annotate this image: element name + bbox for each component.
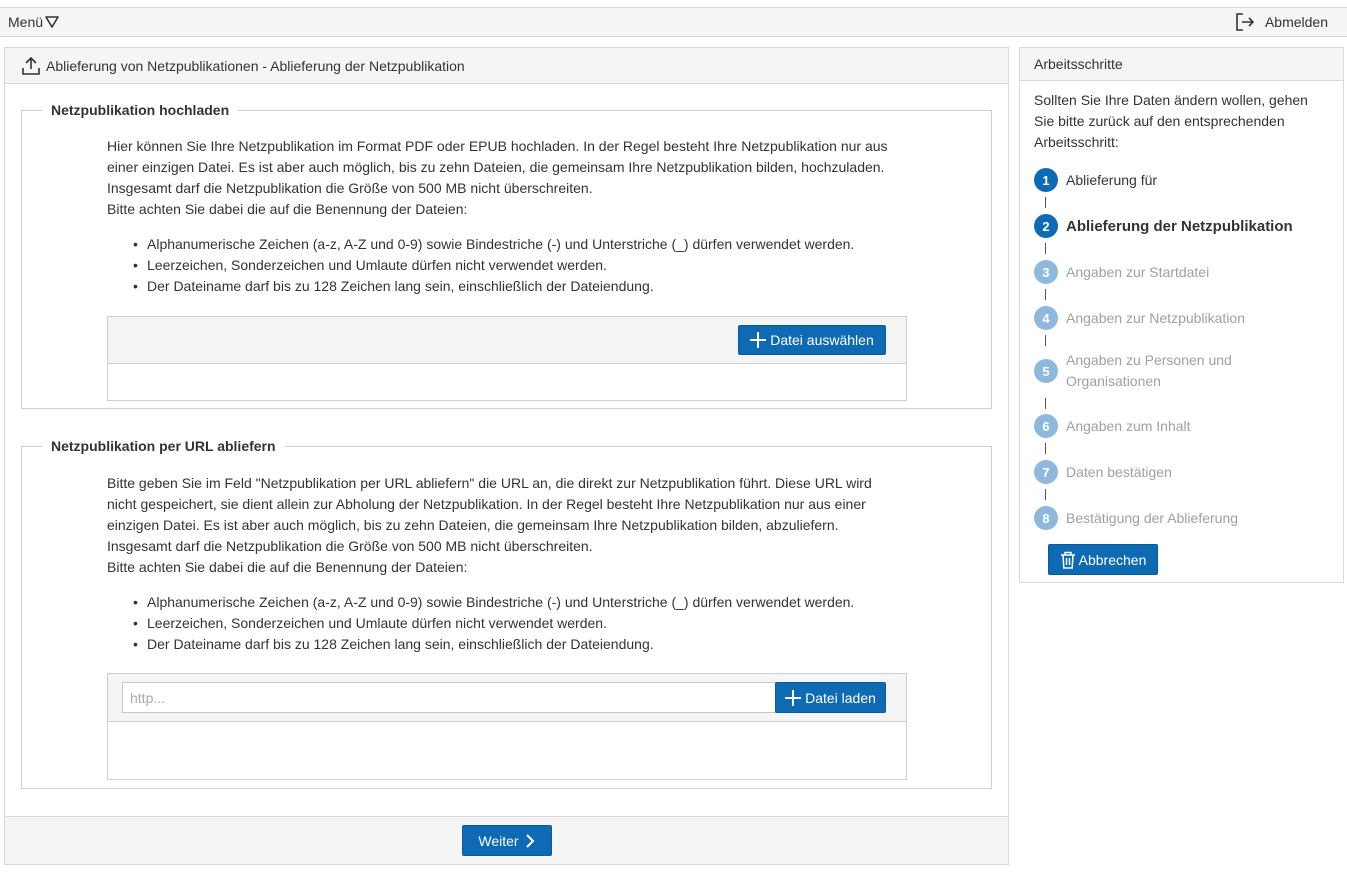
- step-connector: [1045, 243, 1046, 254]
- url-upload-toolbar: [108, 674, 906, 722]
- step-label: Bestätigung der Ablieferung: [1066, 509, 1239, 526]
- list-item: • Der Dateiname darf bis zu 128 Zeichen lang sein, einschließlich der Dateiendung.: [128, 634, 854, 655]
- workflow-sidebar: [1019, 47, 1344, 583]
- url-section: [21, 438, 992, 789]
- text-line: Insgesamt darf die Netzpublikation die Größe von 500 MB nicht überschreiten.: [107, 538, 593, 554]
- next-label: Weiter: [478, 832, 519, 849]
- step-connector: [1045, 289, 1046, 300]
- text-line: Sie bitte zurück auf den entsprechenden: [1034, 113, 1285, 129]
- upload-rules-list: [128, 234, 854, 297]
- menu-button[interactable]: [8, 14, 59, 30]
- plus-icon: [785, 690, 801, 706]
- step-number: 5: [1034, 359, 1058, 383]
- sidebar-title: Arbeitsschritte: [1020, 48, 1343, 81]
- cancel-button[interactable]: [1048, 544, 1158, 575]
- plus-icon: [750, 332, 766, 348]
- text-line: Hier können Sie Ihre Netzpublikation im Format PDF oder EPUB hochladen. In der Regel besteht Ihre Netzpublikation nur aus: [107, 138, 888, 154]
- url-upload-box: [107, 673, 907, 780]
- step-number: 1: [1034, 168, 1058, 192]
- url-input[interactable]: [122, 682, 776, 713]
- step-label: Angaben zur Startdatei: [1066, 263, 1210, 280]
- caret-down-icon: [45, 15, 59, 29]
- step-label: [1066, 350, 1232, 392]
- step-connector: [1045, 489, 1046, 500]
- file-upload-toolbar: [108, 317, 906, 364]
- step-number: 8: [1034, 506, 1058, 530]
- page-title: Ablieferung von Netzpublikationen - Ablieferung der Netzpublikation: [46, 57, 465, 74]
- text-line: Insgesamt darf die Netzpublikation die Größe von 500 MB nicht überschreiten.: [107, 180, 593, 196]
- list-item: • Alphanumerische Zeichen (a-z, A-Z und 0-9) sowie Bindestriche (-) und Unterstriche (_) dürfen verwendet werden.: [128, 592, 854, 613]
- step-label: Angaben zum Inhalt: [1066, 417, 1191, 434]
- step-6: [1034, 414, 1191, 438]
- step-number: 3: [1034, 260, 1058, 284]
- upload-description: [107, 136, 907, 220]
- next-button[interactable]: [462, 825, 552, 856]
- trash-icon: [1060, 551, 1076, 569]
- upload-icon: [21, 56, 41, 76]
- step-number: 4: [1034, 306, 1058, 330]
- step-connector: [1045, 398, 1046, 409]
- step-label: Daten bestätigen: [1066, 463, 1172, 480]
- sidebar-intro: [1034, 90, 1334, 153]
- text-line: nicht gespeichert, sie dient allein zur Abholung der Netzpublikation. In der Regel besteht Ihre Netzpublikation nur aus einer: [107, 496, 866, 512]
- step-connector: [1045, 335, 1046, 346]
- text-line: Bitte achten Sie dabei die auf die Benennung der Dateien:: [107, 559, 468, 575]
- file-list-area: [108, 364, 906, 400]
- step-label-line: Organisationen: [1066, 373, 1161, 389]
- url-file-list-area: [108, 722, 906, 779]
- logout-icon: [1235, 12, 1255, 32]
- text-line: Bitte geben Sie im Feld "Netzpublikation per URL abliefern" die URL an, die direkt zur Netzpublikation führt. Diese URL wird: [107, 475, 872, 491]
- step-connector: [1045, 197, 1046, 208]
- step-connector: [1045, 443, 1046, 454]
- text-line: Bitte achten Sie dabei die auf die Benennung der Dateien:: [107, 201, 468, 217]
- step-label: Ablieferung der Netzpublikation: [1066, 217, 1293, 235]
- load-file-label: Datei laden: [805, 689, 876, 706]
- step-4: [1034, 306, 1245, 330]
- cancel-label: Abbrechen: [1078, 551, 1147, 568]
- step-1[interactable]: [1034, 168, 1157, 192]
- main-panel: [4, 47, 1009, 865]
- logout-button[interactable]: [1235, 12, 1328, 32]
- load-file-button[interactable]: [775, 682, 886, 713]
- step-5: [1034, 350, 1232, 392]
- step-7: [1034, 460, 1172, 484]
- select-file-button[interactable]: [738, 325, 886, 355]
- file-upload-box: [107, 316, 907, 401]
- text-line: einzigen Datei. Es ist aber auch möglich, bis zu zehn Dateien, die gemeinsam Ihre Netzpublikation bilden, abzuliefern.: [107, 517, 839, 533]
- step-number: 7: [1034, 460, 1058, 484]
- text-line: Sollten Sie Ihre Daten ändern wollen, gehen: [1034, 92, 1308, 108]
- list-item: • Leerzeichen, Sonderzeichen und Umlaute dürfen nicht verwendet werden.: [128, 613, 854, 634]
- step-8: [1034, 506, 1238, 530]
- url-rules-list: [128, 592, 854, 655]
- list-item: • Leerzeichen, Sonderzeichen und Umlaute dürfen nicht verwendet werden.: [128, 255, 854, 276]
- url-description: [107, 473, 907, 578]
- text-line: einer einzigen Datei. Es ist aber auch möglich, bis zu zehn Dateien, die gemeinsam Ihre Netzpublikation bilden, hochzuladen.: [107, 159, 885, 175]
- chevron-right-icon: [525, 834, 535, 848]
- logout-label: Abmelden: [1264, 14, 1328, 30]
- url-section-title: Netzpublikation per URL abliefern: [42, 438, 285, 454]
- panel-footer: [5, 816, 1008, 864]
- list-item: • Alphanumerische Zeichen (a-z, A-Z und 0-9) sowie Bindestriche (-) und Unterstriche (_) dürfen verwendet werden.: [128, 234, 854, 255]
- panel-header: [5, 48, 1008, 84]
- text-line: Arbeitsschritt:: [1034, 134, 1119, 150]
- step-label: Ablieferung für: [1066, 171, 1158, 188]
- upload-section: [21, 102, 992, 409]
- top-bar: [0, 7, 1347, 37]
- select-file-label: Datei auswählen: [770, 332, 874, 348]
- upload-section-title: Netzpublikation hochladen: [42, 102, 238, 118]
- list-item: • Der Dateiname darf bis zu 128 Zeichen lang sein, einschließlich der Dateiendung.: [128, 276, 854, 297]
- step-label: Angaben zur Netzpublikation: [1066, 309, 1246, 326]
- step-label-line: Angaben zu Personen und: [1066, 352, 1232, 368]
- step-3: [1034, 260, 1209, 284]
- step-number: 6: [1034, 414, 1058, 438]
- menu-label: Menü: [8, 14, 44, 30]
- step-2: [1034, 214, 1293, 238]
- step-number: 2: [1034, 214, 1058, 238]
